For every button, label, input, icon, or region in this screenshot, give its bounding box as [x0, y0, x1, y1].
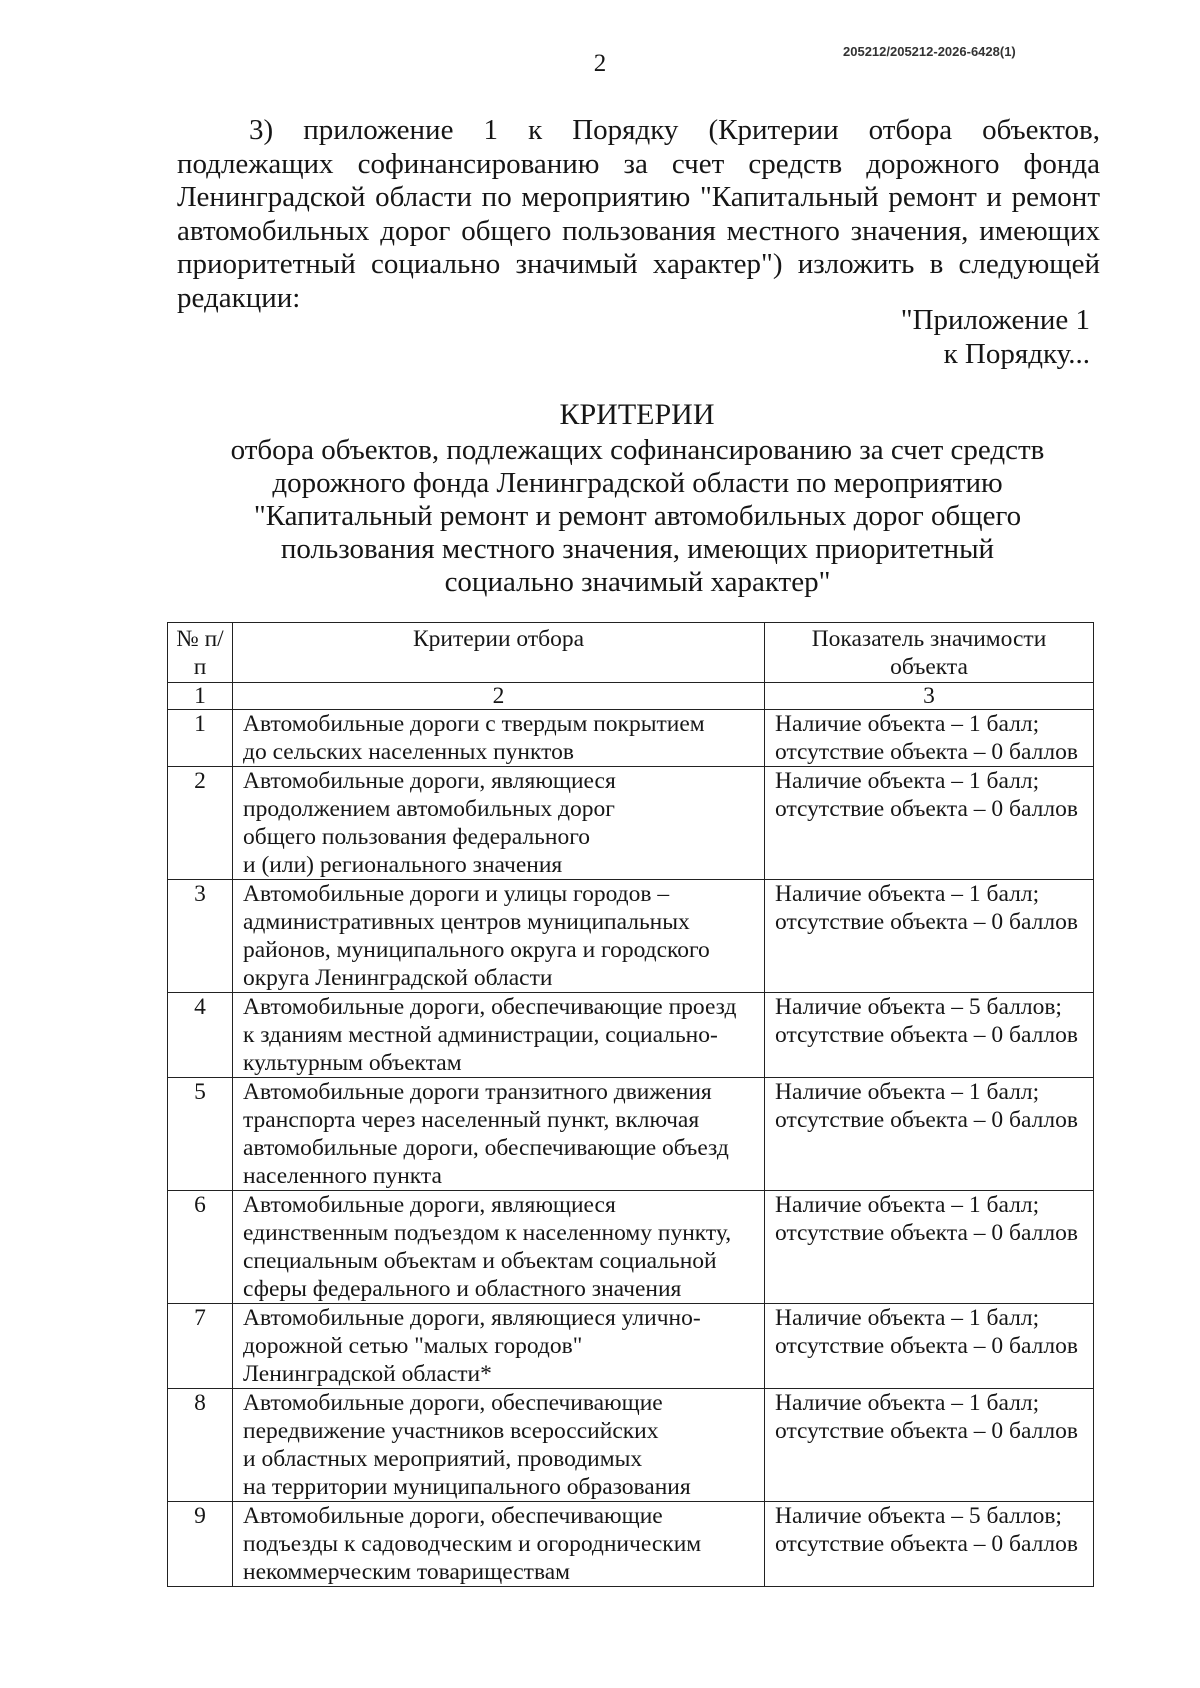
criterion-line: Автомобильные дороги, обеспечивающие	[243, 1503, 663, 1529]
criterion-cell	[233, 993, 765, 1078]
score-cell	[765, 1191, 1094, 1304]
score-cell	[765, 880, 1094, 993]
criterion-line: Автомобильные дороги, являющиеся улично-	[243, 1305, 701, 1331]
score-cell	[765, 993, 1094, 1078]
table-row	[168, 1389, 1094, 1502]
appendix-line-1: "Приложение 1	[900, 304, 1090, 336]
criterion-line: к зданиям местной администрации, социально-	[243, 1022, 718, 1048]
score-line: Наличие объекта – 1 балл;	[775, 1192, 1040, 1218]
criterion-line: Ленинградской области*	[243, 1361, 492, 1387]
criteria-table	[167, 622, 1094, 1587]
criterion-line: Автомобильные дороги и улицы городов –	[243, 881, 670, 907]
score-line: Наличие объекта – 1 балл;	[775, 711, 1040, 737]
criterion-line: транспорта через населенный пункт, включая	[243, 1107, 700, 1133]
criterion-line: сферы федерального и областного значения	[243, 1276, 682, 1302]
criterion-line: на территории муниципального образования	[243, 1474, 691, 1500]
score-line: отсутствие объекта – 0 баллов	[775, 1022, 1078, 1048]
index-cell: 2	[233, 683, 765, 710]
score-cell	[765, 1502, 1094, 1587]
score-line: отсутствие объекта – 0 баллов	[775, 1531, 1078, 1557]
score-line: отсутствие объекта – 0 баллов	[775, 1107, 1078, 1133]
row-number: 8	[168, 1389, 233, 1502]
criterion-cell	[233, 1502, 765, 1587]
criterion-line: Автомобильные дороги, являющиеся	[243, 1192, 616, 1218]
criterion-line: Автомобильные дороги, обеспечивающие	[243, 1390, 663, 1416]
criterion-line: населенного пункта	[243, 1163, 442, 1189]
intro-paragraph: 3) приложение 1 к Порядку (Критерии отбора объектов, подлежащих софинансированию за счет средств дорожного фонда Ленинградской области по мероприятию "Капитальный ремонт и ремонт автомобильных дорог общего пользования местного значения, имеющих приоритетный социально значимый характер") изложить в следующей редакции:	[177, 114, 1100, 314]
row-number: 2	[168, 767, 233, 880]
criterion-line: некоммерческим товариществам	[243, 1559, 571, 1585]
score-line: Наличие объекта – 1 балл;	[775, 1079, 1040, 1105]
criterion-cell	[233, 767, 765, 880]
table-row	[168, 767, 1094, 880]
score-line: отсутствие объекта – 0 баллов	[775, 739, 1078, 765]
criterion-line: округа Ленинградской области	[243, 965, 553, 991]
criterion-cell	[233, 1191, 765, 1304]
criterion-line: Автомобильные дороги, являющиеся	[243, 768, 616, 794]
row-number: 6	[168, 1191, 233, 1304]
criterion-line: специальным объектам и объектам социальной	[243, 1248, 717, 1274]
header-criteria: Критерии отбора	[233, 623, 765, 683]
criterion-line: и (или) регионального значения	[243, 852, 563, 878]
row-number: 3	[168, 880, 233, 993]
index-cell: 1	[168, 683, 233, 710]
score-line: отсутствие объекта – 0 баллов	[775, 1418, 1078, 1444]
score-cell	[765, 767, 1094, 880]
criterion-cell	[233, 710, 765, 767]
criterion-line: автомобильные дороги, обеспечивающие объезд	[243, 1135, 729, 1161]
row-number: 9	[168, 1502, 233, 1587]
criterion-cell	[233, 880, 765, 993]
row-number: 7	[168, 1304, 233, 1389]
table-body	[168, 710, 1094, 1587]
document-id: 205212/205212-2026-6428(1)	[843, 44, 1016, 59]
criterion-line: продолжением автомобильных дорог	[243, 796, 615, 822]
criterion-line: Автомобильные дороги с твердым покрытием	[243, 711, 705, 737]
criterion-line: передвижение участников всероссийских	[243, 1418, 659, 1444]
table-row	[168, 993, 1094, 1078]
appendix-line-2: к Порядку...	[943, 338, 1090, 370]
score-line: Наличие объекта – 1 балл;	[775, 1305, 1040, 1331]
criterion-line: дорожной сетью "малых городов"	[243, 1333, 583, 1359]
score-line: отсутствие объекта – 0 баллов	[775, 909, 1078, 935]
header-number: № п/п	[168, 623, 233, 683]
document-title: КРИТЕРИИ	[559, 398, 715, 431]
table-row	[168, 1502, 1094, 1587]
criterion-line: общего пользования федерального	[243, 824, 591, 850]
criterion-line: административных центров муниципальных	[243, 909, 690, 935]
table-row	[168, 1191, 1094, 1304]
appendix-reference	[840, 303, 1090, 371]
row-number: 5	[168, 1078, 233, 1191]
header-score: Показатель значимости объекта	[765, 623, 1094, 683]
score-line: отсутствие объекта – 0 баллов	[775, 796, 1078, 822]
criterion-line: районов, муниципального округа и городского	[243, 937, 710, 963]
page-number: 2	[593, 50, 607, 77]
criterion-line: подъезды к садоводческим и огородническим	[243, 1531, 702, 1557]
criterion-cell	[233, 1304, 765, 1389]
criterion-cell	[233, 1078, 765, 1191]
score-line: отсутствие объекта – 0 баллов	[775, 1333, 1078, 1359]
criterion-line: и областных мероприятий, проводимых	[243, 1446, 643, 1472]
score-cell	[765, 1389, 1094, 1502]
table-row	[168, 1078, 1094, 1191]
table-index-row	[168, 683, 1094, 710]
score-line: Наличие объекта – 5 баллов;	[775, 1503, 1062, 1529]
criterion-line: культурным объектам	[243, 1050, 462, 1076]
table-row	[168, 1304, 1094, 1389]
row-number: 4	[168, 993, 233, 1078]
score-cell	[765, 710, 1094, 767]
row-number: 1	[168, 710, 233, 767]
score-line: Наличие объекта – 1 балл;	[775, 881, 1040, 907]
criterion-line: единственным подъездом к населенному пункту,	[243, 1220, 732, 1246]
table-header-row	[168, 623, 1094, 683]
score-cell	[765, 1304, 1094, 1389]
criterion-line: Автомобильные дороги, обеспечивающие проезд	[243, 994, 737, 1020]
score-line: Наличие объекта – 1 балл;	[775, 1390, 1040, 1416]
criterion-cell	[233, 1389, 765, 1502]
index-cell: 3	[765, 683, 1094, 710]
score-line: Наличие объекта – 1 балл;	[775, 768, 1040, 794]
criterion-line: Автомобильные дороги транзитного движения	[243, 1079, 712, 1105]
table-row	[168, 880, 1094, 993]
score-line: Наличие объекта – 5 баллов;	[775, 994, 1062, 1020]
score-cell	[765, 1078, 1094, 1191]
table-row	[168, 710, 1094, 767]
score-line: отсутствие объекта – 0 баллов	[775, 1220, 1078, 1246]
criterion-line: до сельских населенных пунктов	[243, 739, 574, 765]
document-subtitle: отбора объектов, подлежащих софинансированию за счет средств дорожного фонда Ленинградской области по мероприятию "Капитальный ремонт и ремонт автомобильных дорог общего пользования местного значения, имеющих приоритетный социально значимый характер"	[230, 434, 1045, 598]
